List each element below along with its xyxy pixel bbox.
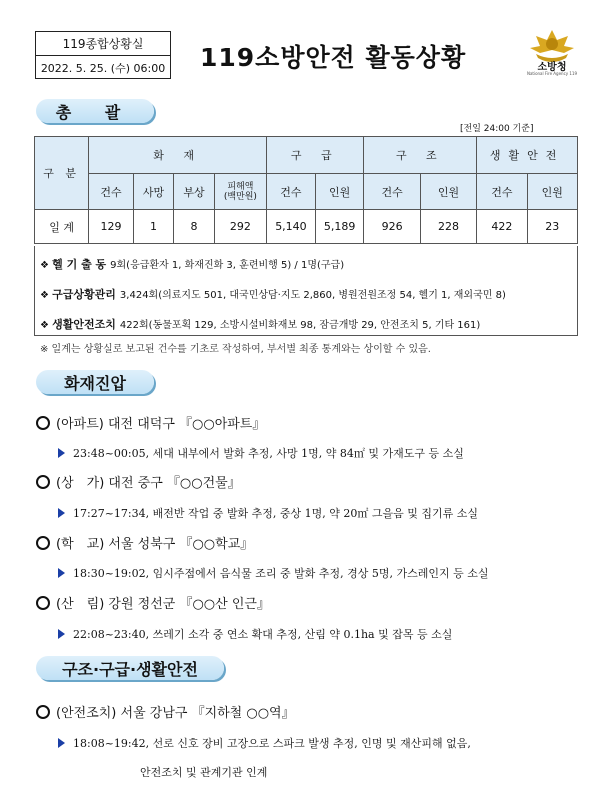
fire-item-4-desc	[58, 626, 452, 642]
rescue-item-1-desc-cont: 안전조치 및 관계기관 인계	[140, 766, 268, 779]
item-head-text: (상 가) 대전 중구 『○○건물』	[56, 476, 241, 491]
summary-table	[34, 136, 578, 244]
section-rescue-label: 구조·구급·생활안전	[36, 656, 224, 680]
header-info-box	[35, 31, 171, 79]
fire-item-3-head	[36, 533, 253, 552]
note-text: 3,424회(의료지도 501, 대국민상담·지도 2,860, 병원전원조정 54, 헬기 1, 재외국민 8)	[119, 290, 506, 301]
table-cell: 422	[477, 210, 527, 244]
group-rescue: 구 조	[364, 137, 477, 174]
subheader: 피해액 (백만원)	[214, 174, 266, 210]
circle-bullet-icon	[36, 475, 50, 489]
note-label: 헬 기 출 동	[52, 258, 107, 271]
item-head-text: (산 림) 강원 정선군 『○○산 인근』	[56, 597, 270, 612]
note-life-safety: ❖ 생활안전조치 422회(동물포획 129, 소방시설비화재보 98, 잠금개방 29, 안전조치 5, 기타 161)	[40, 318, 481, 331]
office-name: 119종합상황실	[36, 32, 170, 56]
table-cell: 5,140	[267, 210, 316, 244]
footnote: ※ 일계는 상황실로 보고된 건수를 기초로 작성하여, 부서별 최종 통계와는 상이할 수 있음.	[40, 344, 431, 355]
arrow-bullet-icon	[58, 508, 65, 518]
subheader: 건수	[267, 174, 316, 210]
subheader: 사망	[133, 174, 173, 210]
group-life-safety: 생활안전	[477, 137, 578, 174]
note-text: 9회(응급환자 1, 화재진화 3, 훈련비행 5) / 1명(구급)	[110, 260, 345, 271]
page-title: 119소방안전 활동상황	[200, 43, 467, 72]
circle-bullet-icon	[36, 536, 50, 550]
arrow-bullet-icon	[58, 448, 65, 458]
group-ems: 구 급	[267, 137, 364, 174]
subheader: 건수	[364, 174, 420, 210]
subheader: 인원	[527, 174, 577, 210]
note-text: 422회(동물포획 129, 소방시설비화재보 98, 잠금개방 29, 안전조치 5, 기타 161)	[119, 320, 481, 331]
circle-bullet-icon	[36, 596, 50, 610]
item-desc-text: 18:30~19:02, 임시주점에서 음식물 조리 중 발화 추정, 경상 5명, 가스레인지 등 소실	[73, 567, 489, 580]
table-cell: 23	[527, 210, 577, 244]
table-cell: 129	[89, 210, 134, 244]
subheader: 인원	[420, 174, 476, 210]
table-cell: 8	[174, 210, 214, 244]
circle-bullet-icon	[36, 705, 50, 719]
fire-item-2-desc	[58, 505, 478, 521]
table-cell: 1	[133, 210, 173, 244]
subheader: 인원	[315, 174, 364, 210]
note-helicopter: ❖ 헬 기 출 동 9회(응급환자 1, 화재진화 3, 훈련비행 5) / 1명(구급)	[40, 258, 345, 271]
note-ems-management: ❖ 구급상황관리 3,424회(의료지도 501, 대국민상담·지도 2,860, 병원전원조정 54, 헬기 1, 재외국민 8)	[40, 288, 506, 301]
fire-item-1-head	[36, 413, 265, 432]
arrow-bullet-icon	[58, 568, 65, 578]
section-summary-label: 총 괄	[36, 99, 154, 123]
item-head-text: (안전조치) 서울 강남구 『지하철 ○○역』	[56, 706, 295, 721]
logo-subtext: National Fire Agency 119	[526, 71, 578, 76]
table-cell: 5,189	[315, 210, 364, 244]
item-head-text: (아파트) 대전 대덕구 『○○아파트』	[56, 417, 266, 432]
circle-bullet-icon	[36, 416, 50, 430]
item-desc-text: 17:27~17:34, 배전반 작업 중 발화 추정, 중상 1명, 약 20㎡ 그을음 및 집기류 소실	[73, 507, 478, 520]
fire-item-3-desc	[58, 565, 488, 581]
arrow-bullet-icon	[58, 738, 65, 748]
item-desc-text: 22:08~23:40, 쓰레기 소각 중 연소 확대 추정, 산림 약 0.1ha 및 잡목 등 소실	[73, 628, 453, 641]
logo-text: 소방청	[537, 62, 567, 73]
rescue-item-1-desc	[58, 735, 471, 751]
rescue-item-1-head	[36, 702, 295, 721]
table-cell: 292	[214, 210, 266, 244]
subheader: 건수	[89, 174, 134, 210]
arrow-bullet-icon	[58, 629, 65, 639]
group-fire: 화 재	[89, 137, 267, 174]
fire-item-1-desc	[58, 445, 464, 461]
fire-item-2-head	[36, 472, 241, 491]
fire-item-4-head	[36, 593, 270, 612]
basis-time: [전일 24:00 기준]	[460, 124, 534, 134]
subheader: 부상	[174, 174, 214, 210]
note-label: 생활안전조치	[52, 318, 116, 331]
row-header: 구 분	[35, 137, 89, 210]
item-desc-text: 18:08~19:42, 선로 신호 장비 고장으로 스파크 발생 추정, 인명 및 재산피해 없음,	[73, 737, 471, 750]
subheader: 건수	[477, 174, 527, 210]
table-cell: 228	[420, 210, 476, 244]
note-label: 구급상황관리	[52, 288, 116, 301]
table-cell: 926	[364, 210, 420, 244]
section-fire-label: 화재진압	[36, 370, 154, 394]
row-label: 일 계	[35, 210, 89, 244]
report-datetime: 2022. 5. 25. (수) 06:00	[40, 61, 166, 75]
item-desc-text: 23:48~00:05, 세대 내부에서 발화 추정, 사망 1명, 약 84㎡ 및 가재도구 등 소실	[73, 447, 464, 460]
item-head-text: (학 교) 서울 성북구 『○○학교』	[56, 537, 254, 552]
